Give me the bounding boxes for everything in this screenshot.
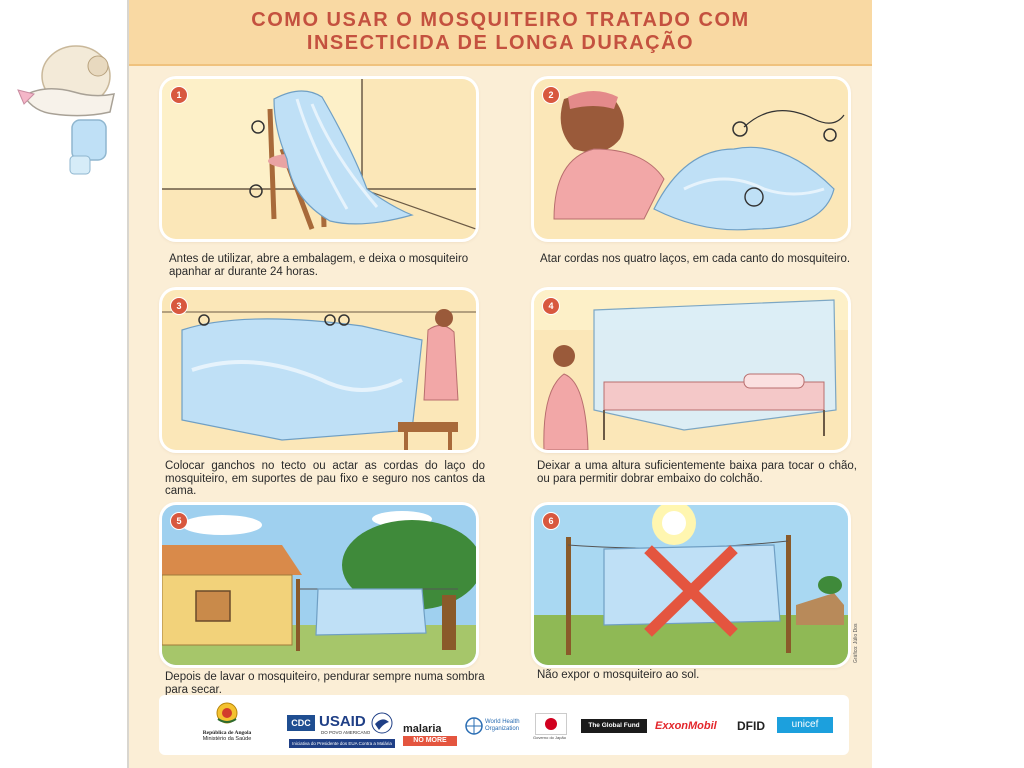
step-3-caption: Colocar ganchos no tecto ou actar as cordas do laço do mosquiteiro, em suportes de pau fixo e seguro nos cantos da cama. <box>165 460 485 497</box>
dfid-logo: DFID <box>737 719 765 733</box>
pmi-banner: Iniciativa do Presidente dos EUA Contra a Malária <box>289 739 395 748</box>
mascot-illustration <box>14 34 126 180</box>
who-line-2: Organization <box>485 726 520 732</box>
step-5-number: 5 <box>170 512 188 530</box>
step-1-number: 1 <box>170 86 188 104</box>
step-6-number: 6 <box>542 512 560 530</box>
step-4-caption: Deixar a uma altura suficientemente baixa para tocar o chão, ou para permitir dobrar embaixo do colchão. <box>537 460 857 485</box>
hanging-net-from-hooks-image <box>162 290 476 450</box>
step-2-illustration <box>534 79 848 239</box>
chair-with-net-image <box>162 79 476 239</box>
malaria-no-more-logo: malaria <box>403 723 442 735</box>
step-1-caption: Antes de utilizar, abre a embalagem, e deixa o mosquiteiro apanhar ar durante 24 horas. <box>169 253 469 278</box>
woman-tying-cords-image <box>534 79 848 239</box>
net-over-bed-image <box>534 290 848 450</box>
no-more-badge: NO MORE <box>403 736 457 746</box>
step-2-caption: Atar cordas nos quatro laços, em cada canto do mosquiteiro. <box>540 253 851 265</box>
poster-title-line-1: COMO USAR O MOSQUITEIRO TRATADO COM <box>251 9 750 31</box>
japan-flag-icon <box>535 713 567 735</box>
step-1-illustration <box>162 79 476 239</box>
angola-emblem-icon <box>214 701 240 725</box>
step-3-number: 3 <box>170 297 188 315</box>
angola-line-2: Ministério da Saúde <box>202 736 252 742</box>
angola-logo <box>187 701 267 742</box>
global-fund-logo: The Global Fund <box>581 719 647 733</box>
usaid-subtitle: DO POVO AMERICANO <box>321 730 371 735</box>
usaid-logo: USAID <box>319 713 366 730</box>
step-5-illustration <box>162 505 476 665</box>
poster <box>129 0 872 768</box>
step-4-number: 4 <box>542 297 560 315</box>
step-6-caption: Não expor o mosquiteiro ao sol. <box>537 669 700 681</box>
hhs-eagle-icon <box>371 712 393 734</box>
drying-net-in-shade-image <box>162 505 476 665</box>
who-logo-text <box>485 719 520 733</box>
unicef-logo: unicef <box>777 717 833 733</box>
sponsor-logos-strip <box>159 695 849 755</box>
right-margin <box>872 0 1024 768</box>
who-globe-icon <box>465 717 483 735</box>
japan-caption: Governo do Japão <box>533 735 566 740</box>
net-in-sun-crossed-out-image <box>534 505 848 665</box>
illustration-credit: Gráfico: Júlio Dos <box>853 623 859 663</box>
cdc-logo: CDC <box>287 715 315 731</box>
step-2-number: 2 <box>542 86 560 104</box>
step-5-caption: Depois de lavar o mosquiteiro, pendurar sempre numa sombra para secar. <box>165 671 485 696</box>
step-6-illustration <box>534 505 848 665</box>
poster-title-line-2: INSECTICIDA DE LONGA DURAÇÃO <box>306 32 695 54</box>
angola-line-1: República de Angola <box>202 730 252 736</box>
step-4-illustration <box>534 290 848 450</box>
illustration-credit-wrap <box>851 615 861 665</box>
poster-header <box>129 0 872 66</box>
exxonmobil-logo: ExxonMobil <box>655 720 717 732</box>
who-line-1: World Health <box>485 719 520 725</box>
step-3-illustration <box>162 290 476 450</box>
